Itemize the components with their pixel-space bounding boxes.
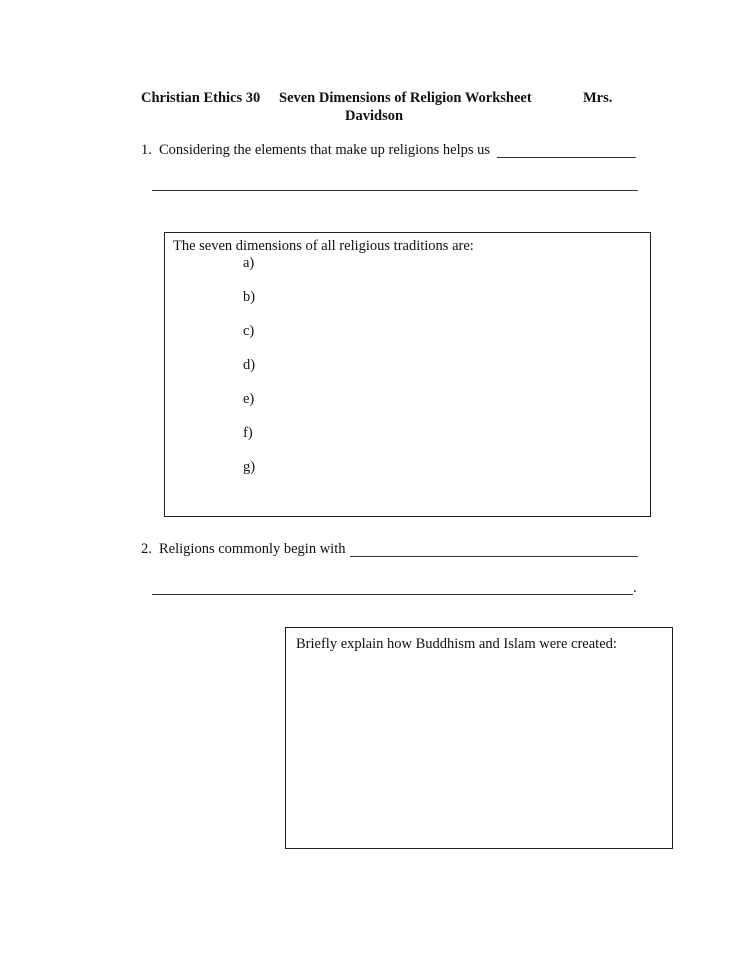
box-prompt: The seven dimensions of all religious traditions are: — [173, 238, 474, 254]
course-name: Christian Ethics 30 — [141, 90, 261, 106]
list-item: a) — [243, 255, 255, 271]
answer-blank[interactable] — [350, 556, 638, 557]
worksheet-title: Seven Dimensions of Religion Worksheet — [279, 90, 532, 106]
list-item: d) — [243, 357, 256, 373]
answer-blank[interactable] — [152, 190, 638, 191]
list-item: f) — [243, 425, 253, 441]
end-period: . — [633, 580, 637, 596]
answer-blank[interactable] — [497, 157, 636, 158]
question-number: 1. — [141, 142, 152, 158]
list-item: e) — [243, 391, 255, 407]
dimensions-box — [164, 232, 651, 517]
list-item: b) — [243, 289, 256, 305]
list-item: g) — [243, 459, 256, 475]
teacher-name: Davidson — [345, 108, 404, 124]
question-text: Religions commonly begin with — [159, 541, 346, 557]
teacher-prefix: Mrs. — [583, 90, 613, 106]
box-prompt: Briefly explain how Buddhism and Islam were created: — [296, 636, 617, 652]
question-number: 2. — [141, 541, 152, 557]
answer-blank[interactable] — [152, 594, 633, 595]
explanation-box[interactable] — [285, 627, 673, 849]
list-item: c) — [243, 323, 255, 339]
question-text: Considering the elements that make up religions helps us — [159, 142, 491, 158]
